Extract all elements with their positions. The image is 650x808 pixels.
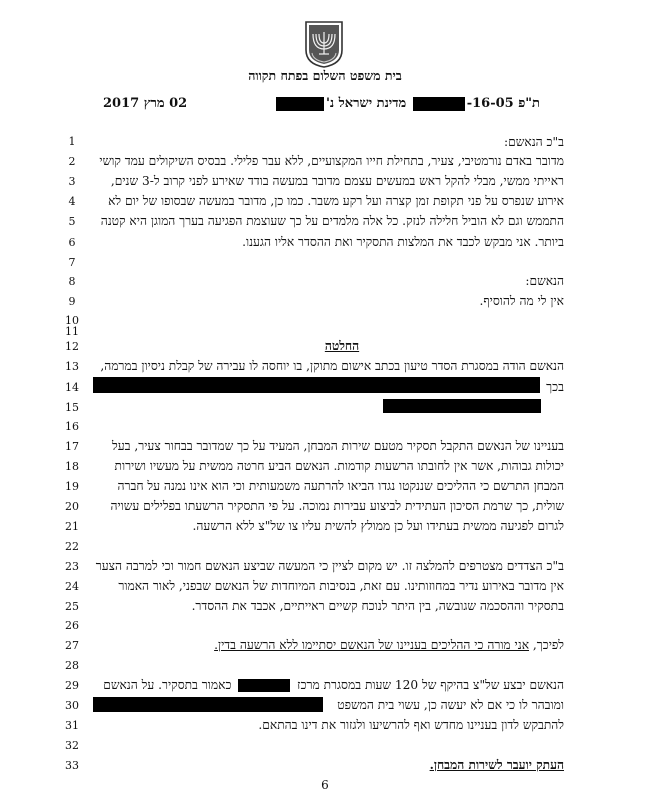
ruling-prefix: לפיכך,	[529, 638, 564, 652]
body-line: ביותר. אני מבקש לכבד את המלצות התסקיר ואת ההסדר אליו הגענו.	[242, 235, 564, 249]
sentence-text-end: כאמור בתסקיר. על הנאשם	[103, 678, 232, 692]
line-number: 19	[65, 480, 79, 493]
line-number: 4	[68, 195, 76, 208]
sentence-line	[103, 678, 564, 693]
redaction-bar	[383, 399, 541, 413]
line-number: 15	[65, 401, 79, 414]
line-number: 23	[65, 560, 79, 573]
line-number: 11	[65, 325, 79, 338]
defense-counsel-label: ב"כ הנאשם:	[504, 135, 564, 149]
line-number: 28	[65, 659, 79, 672]
case-prefix: ת"פ 16-05-	[466, 96, 540, 111]
redaction-bar	[93, 697, 323, 712]
line-number: 25	[65, 600, 79, 613]
line-number: 14	[65, 381, 79, 394]
line-number: 26	[65, 619, 79, 632]
ruling-text: אני מורה כי ההליכים בעניינו של הנאשם יסתיימו ללא הרשעה בדין.	[214, 638, 530, 652]
line-number: 24	[65, 580, 79, 593]
body-line: ראייתי ממשי, מבלי להקל ראש במעשים עצמם מדובר במעשה בודד שאירע לפני קרוב ל-3 שנים,	[110, 174, 564, 188]
case-number	[276, 95, 540, 111]
line-number: 22	[65, 540, 79, 553]
hearing-date: 02 מרץ 2017	[103, 96, 188, 111]
decision-heading-wrap	[120, 339, 564, 354]
body-line: אין לי מה להוסיף.	[479, 294, 564, 308]
line-number: 9	[68, 295, 76, 308]
body-line: לגרום לפגיעה ממשית בעתידו ועל כן ממולץ להשית עליו צו של"צ ללא הרשעה.	[192, 519, 564, 533]
line-number: 2	[68, 155, 76, 168]
body-line: בתסקיר וההסכמה שגובשה, בין היתר לנוכח קשיים ראייתיים, אכבד את ההסדר.	[191, 599, 564, 613]
body-line: ומובהר לו כי אם לא יעשה כן, עשוי בית המשפט	[337, 698, 564, 712]
line-number: 12	[65, 340, 79, 353]
body-line: מדובר באדם נורמטיבי, צעיר, בתחילת חייו המקצועיים, ללא עבר פלילי. בבסיס השיקולים עמד קושי	[99, 154, 564, 168]
body-line: יכולות גבוהות, אשר אין לחובתו הרשעות קודמות. הנאשם הביע חרטה ממשית על מעשיו ושירות	[114, 459, 564, 473]
line-number: 13	[65, 360, 79, 373]
sentence-text: הנאשם יבצע של"צ בהיקף של 120 שעות במסגרת מרכז	[297, 678, 564, 692]
body-line: הנאשם הודה במסגרת הסדר טיעון בכתב אישום מתוקן, בו יוחסה לו עבירה של קבלת ניסיון במרמה,	[100, 359, 564, 373]
redaction-bar	[413, 97, 465, 111]
line-number: 5	[68, 215, 76, 228]
decision-heading: החלטה	[324, 339, 360, 353]
page-number: 6	[321, 778, 329, 792]
line-number: 29	[65, 679, 79, 692]
body-line: אירוע שנפרס על פני תקופת זמן קצרה ועל רקע משבר. כמו כן, מדובר במעשה שבסופו של יום לא	[108, 194, 564, 208]
line-number: 31	[65, 719, 79, 732]
defendant-label: הנאשם:	[525, 274, 564, 288]
body-line: אין מדובר באירוע נדיר במחוזותינו. עם זאת, בנסיבות המיוחדות של הנאשם שבפני, לאור האמור	[118, 579, 564, 593]
body-line: התממש וגם לא הוביל חלילה לנזק. כל אלה מלמדים על כך שעוצמת הפגיעה בערך המוגן היא קטנה	[100, 214, 564, 228]
line-number: 16	[65, 420, 79, 433]
copy-note-wrap	[120, 758, 564, 773]
redaction-bar	[238, 679, 290, 692]
redaction-bar	[93, 377, 540, 393]
body-line: שולית, כך שרמת הסיכון העתידית לביצוע עבירות נמוכה. על פי התסקיר הרשעתו בפלילים עשויה	[110, 499, 564, 513]
body-line: להתבקש לדון בעניינו מחדש ואף להרשיעו ולגזור את דינו בהתאם.	[258, 718, 564, 732]
line-number: 18	[65, 460, 79, 473]
line-number: 3	[68, 175, 76, 188]
court-name: בית משפט השלום בפתח תקווה	[248, 68, 402, 83]
line-number: 17	[65, 440, 79, 453]
line-number: 33	[65, 759, 79, 772]
body-line: בעניינו של הנאשם התקבל תסקיר מטעם שירות המבחן, המעיד על כך שמדובר בבחור צעיר, בעל	[112, 439, 564, 453]
body-line: בכך	[546, 380, 564, 394]
line-number: 8	[68, 275, 76, 288]
line-number: 21	[65, 520, 79, 533]
copy-note: העתק יועבר לשירות המבחן.	[429, 758, 564, 772]
line-number: 32	[65, 739, 79, 752]
line-number: 10	[65, 314, 79, 327]
body-line: ב"כ הצדדים מצטרפים להמלצה זו. יש מקום לציין כי המעשה שביצע הנאשם חמור וכי למרבה הצער	[95, 559, 564, 573]
redaction-bar	[276, 97, 324, 111]
state-emblem-icon	[303, 20, 345, 68]
line-number: 30	[65, 699, 79, 712]
ruling-line	[120, 638, 564, 653]
line-number: 1	[68, 135, 76, 148]
line-number: 27	[65, 639, 79, 652]
body-line: המבחן התרשם כי ההליכים שננקטו נגדו הביאו להרתעה משמעותית וכי הוא אינו נמנה על חברה	[117, 479, 564, 493]
line-number: 7	[68, 256, 76, 269]
line-number: 20	[65, 500, 79, 513]
line-number: 6	[68, 236, 76, 249]
case-parties: מדינת ישראל נ'	[325, 96, 411, 111]
